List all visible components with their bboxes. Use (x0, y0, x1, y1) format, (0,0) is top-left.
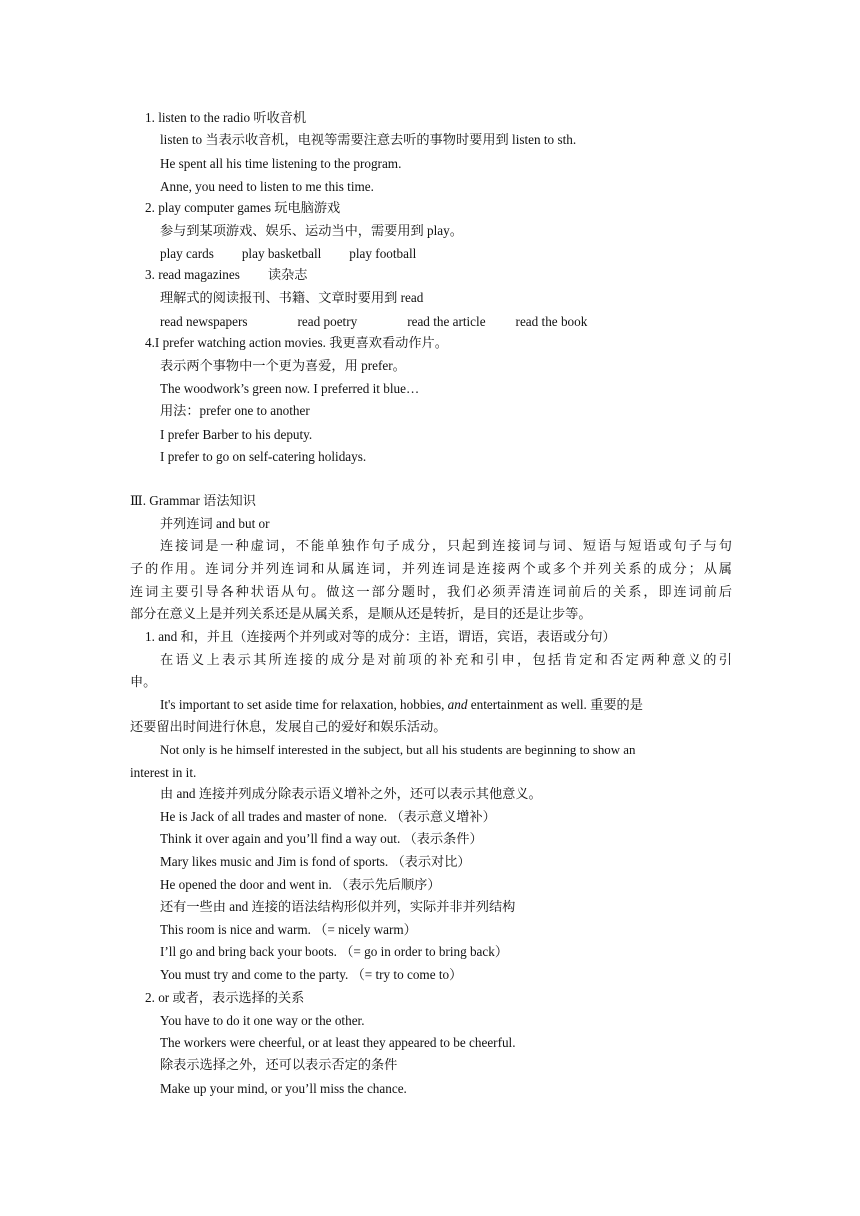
text-line: 由 and 连接并列成分除表示语义增补之外，还可以表示其他意义。 (160, 786, 542, 801)
example-sentence (160, 696, 643, 714)
phrase: read newspapers (160, 314, 248, 329)
paragraph-line: 连词主要引导各种状语从句。做这一部分题时，我们必须弄清连词前后的关系，即连词前后 (130, 584, 732, 599)
text-line: 参与到某项游戏、娱乐、运动当中，需要用到 play。 (160, 223, 463, 238)
text-line: 还有一些由 and 连接的语法结构形似并列，实际并非并列结构 (160, 899, 516, 914)
text-line: 理解式的阅读报刊、书籍、文章时要用到 read (160, 290, 424, 305)
example-sentence: interest in it. (130, 765, 197, 780)
example-sentence: Anne, you need to listen to me this time. (160, 179, 374, 194)
phrase: read the article (407, 314, 486, 329)
example-sentence: You must try and come to the party. （= try to come to） (160, 967, 463, 982)
example-sentence: You have to do it one way or the other. (160, 1013, 365, 1028)
paragraph-line: 连接词是一种虚词，不能单独作句子成分，只起到连接词与词、短语与短语或句子与句 (160, 538, 732, 553)
phrase: play cards (160, 246, 214, 261)
italic-word: and (447, 697, 468, 712)
text-line: 除表示选择之外，还可以表示否定的条件 (160, 1057, 398, 1072)
example-sentence: He opened the door and went in. （表示先后顺序） (160, 877, 441, 892)
example-sentence: I prefer to go on self-catering holidays. (160, 449, 367, 464)
item-3-heading (145, 266, 307, 284)
example-sentence: He is Jack of all trades and master of none. （表示意义增补） (160, 809, 496, 824)
text-segment: entertainment as well. 重要的是 (467, 697, 643, 712)
example-sentence: The woodwork’s green now. I preferred it blue… (160, 381, 420, 396)
subsection-and-heading: 1. and 和，并且（连接两个并列或对等的成分：主语，谓语，宾语，表语或分句） (145, 629, 616, 644)
paragraph-line: 在语义上表示其所连接的成分是对前项的补充和引申，包括肯定和否定两种意义的引 (160, 652, 732, 667)
phrase: play football (349, 246, 417, 261)
text-segment: It's important to set aside time for relaxation, hobbies, (160, 697, 448, 712)
subsection-or-heading: 2. or 或者，表示选择的关系 (145, 990, 305, 1005)
phrase: read the book (515, 314, 588, 329)
example-sentence: Make up your mind, or you’ll miss the chance. (160, 1081, 407, 1096)
example-sentence: Mary likes music and Jim is fond of sports. （表示对比） (160, 854, 471, 869)
item-1-heading: 1. listen to the radio 听收音机 (145, 110, 307, 125)
text-line: 并列连词 and but or (160, 516, 270, 531)
example-sentence: I’ll go and bring back your boots. （= go in order to bring back） (160, 944, 509, 959)
section-heading: Ⅲ. Grammar 语法知识 (130, 493, 256, 508)
heading-english: 3. read magazines (145, 267, 240, 282)
item-4-heading: 4.I prefer watching action movies. 我更喜欢看动作片。 (145, 335, 448, 350)
phrase: play basketball (241, 246, 322, 261)
phrase: read poetry (297, 314, 358, 329)
text-line: 用法：prefer one to another (160, 403, 310, 418)
item-2-heading: 2. play computer games 玩电脑游戏 (145, 200, 341, 215)
paragraph-line: 还要留出时间进行休息，发展自己的爱好和娱乐活动。 (130, 719, 447, 734)
example-sentence: This room is nice and warm. （= nicely warm） (160, 922, 417, 937)
example-sentence: The workers were cheerful, or at least they appeared to be cheerful. (160, 1035, 516, 1050)
text-line: 表示两个事物中一个更为喜爱，用 prefer。 (160, 358, 406, 373)
paragraph-line: 子的作用。连词分并列连词和从属连词，并列连词是连接两个或多个并列关系的成分；从属 (130, 561, 732, 576)
example-sentence: He spent all his time listening to the program. (160, 156, 402, 171)
phrase-row (160, 313, 587, 331)
paragraph-line: 申。 (130, 674, 157, 689)
example-sentence: Not only is he himself interested in the subject, but all his students are beginning to show an (160, 743, 636, 757)
example-sentence: I prefer Barber to his deputy. (160, 427, 313, 442)
example-sentence: Think it over again and you’ll find a way out. （表示条件） (160, 831, 483, 846)
heading-chinese: 读杂志 (267, 267, 308, 282)
text-line: listen to 当表示收音机，电视等需要注意去听的事物时要用到 listen to sth. (160, 132, 577, 147)
phrase-row (160, 245, 416, 263)
paragraph-line: 部分在意义上是并列关系还是从属关系，是顺从还是转折，是目的还是让步等。 (130, 606, 592, 621)
